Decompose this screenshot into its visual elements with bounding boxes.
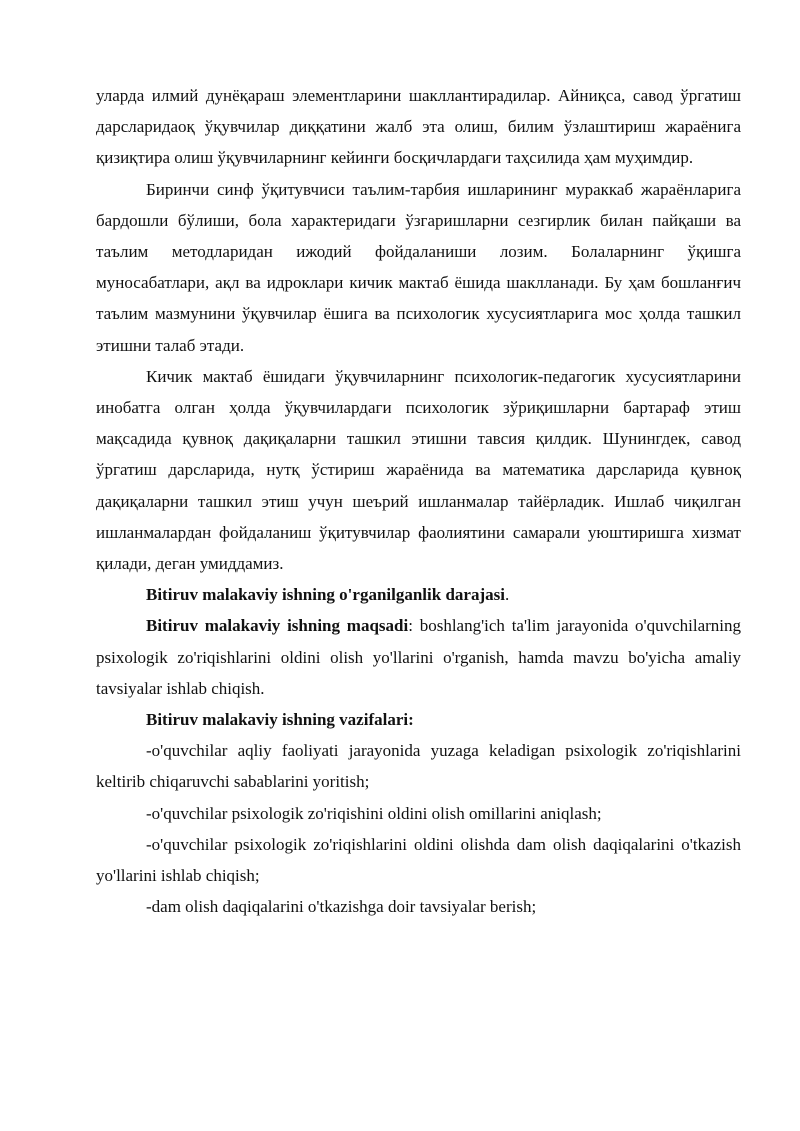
paragraph-text: . xyxy=(504,585,510,605)
heading-goal: Bitiruv malakaviy ishning maqsadi xyxy=(146,616,409,636)
paragraph-study-degree xyxy=(96,579,741,610)
paragraph-goal xyxy=(96,610,741,704)
paragraph-tasks-heading xyxy=(96,704,741,735)
paragraph-text: Кичик мактаб ёшидаги ўқувчиларнинг психологик-педагогик хусусиятларини инобатга олган ҳолда ўқувчилардаги психологик зўриқишларни бартараф этиш мақсадида қувноқ дақиқаларни ташкил этишни тавсия қилдик. Шунингдек, савод ўргатиш дарсларида, нутқ ўстириш жараёнида ва математика дарсларида қувноқ дақиқаларни ташкил этиш учун шеърий ишланмалар тайёрладик. Ишлаб чиқилган ишланмалардан фойдаланиш ўқитувчилар фаолиятини самарали уюштиришга хизмат қилади, деган умиддамиз. xyxy=(96,366,741,574)
paragraph-text: : boshlang'ich ta'lim jarayonida o'quvchilarning psixologik zo'riqishlarini oldini olish yo'llarini o'rganish, hamda mavzu bo'yicha amaliy tavsiyalar ishlab chiqish. xyxy=(96,616,742,698)
list-item-text: -o'quvchilar psixologik zo'riqishini oldini olish omillarini aniqlash; xyxy=(146,803,602,823)
heading-tasks: Bitiruv malakaviy ishning vazifalari: xyxy=(146,710,414,730)
paragraph-first-grade-teacher xyxy=(96,174,741,361)
list-item-text: -dam olish daqiqalarini o'tkazishga doir tavsiyalar berish; xyxy=(146,897,537,917)
paragraph-text: Биринчи синф ўқитувчиси таълим-тарбия ишларининг мураккаб жараёнларига бардошли бўлиши, бола характеридаги ўзгаришларни сезгирлик билан пайқаши ва таълим методларидан ижодий фойдаланиши лозим. Болаларнинг ўқишга муносабатлари, ақл ва идроклари кичик мактаб ёшида шаклланади. Бу ҳам бошланғич таълим мазмунини ўқувчилар ёшига ва психологик хусусиятларига мос ҳолда ташкил этишни талаб этади. xyxy=(96,179,741,355)
paragraph-intro-continuation xyxy=(96,80,741,174)
list-item-task-2 xyxy=(96,798,741,829)
list-item-task-3 xyxy=(96,829,741,891)
list-item-text: -o'quvchilar aqliy faoliyati jarayonida yuzaga keladigan psixologik zo'riqishlarini keltirib chiqaruvchi sabablarini yoritish; xyxy=(96,741,741,792)
paragraph-psychological-features xyxy=(96,361,741,579)
list-item-text: -o'quvchilar psixologik zo'riqishlarini oldini olishda dam olish daqiqalarini o'tkazish yo'llarini ishlab chiqish; xyxy=(96,834,741,886)
document-page xyxy=(96,80,741,922)
heading-study-degree: Bitiruv malakaviy ishning o'rganilganlik darajasi xyxy=(146,585,505,605)
list-item-task-4 xyxy=(96,891,741,922)
paragraph-text: уларда илмий дунёқараш элементларини шакллантирадилар. Айниқса, савод ўргатиш дарсларидаоқ ўқувчилар диққатини жалб эта олиш, билим ўзлаштириш жараёнига қизиқтира олиш ўқувчиларнинг кейинги босқичлардаги таҳсилида ҳам муҳимдир. xyxy=(96,86,741,168)
list-item-task-1 xyxy=(96,735,741,797)
